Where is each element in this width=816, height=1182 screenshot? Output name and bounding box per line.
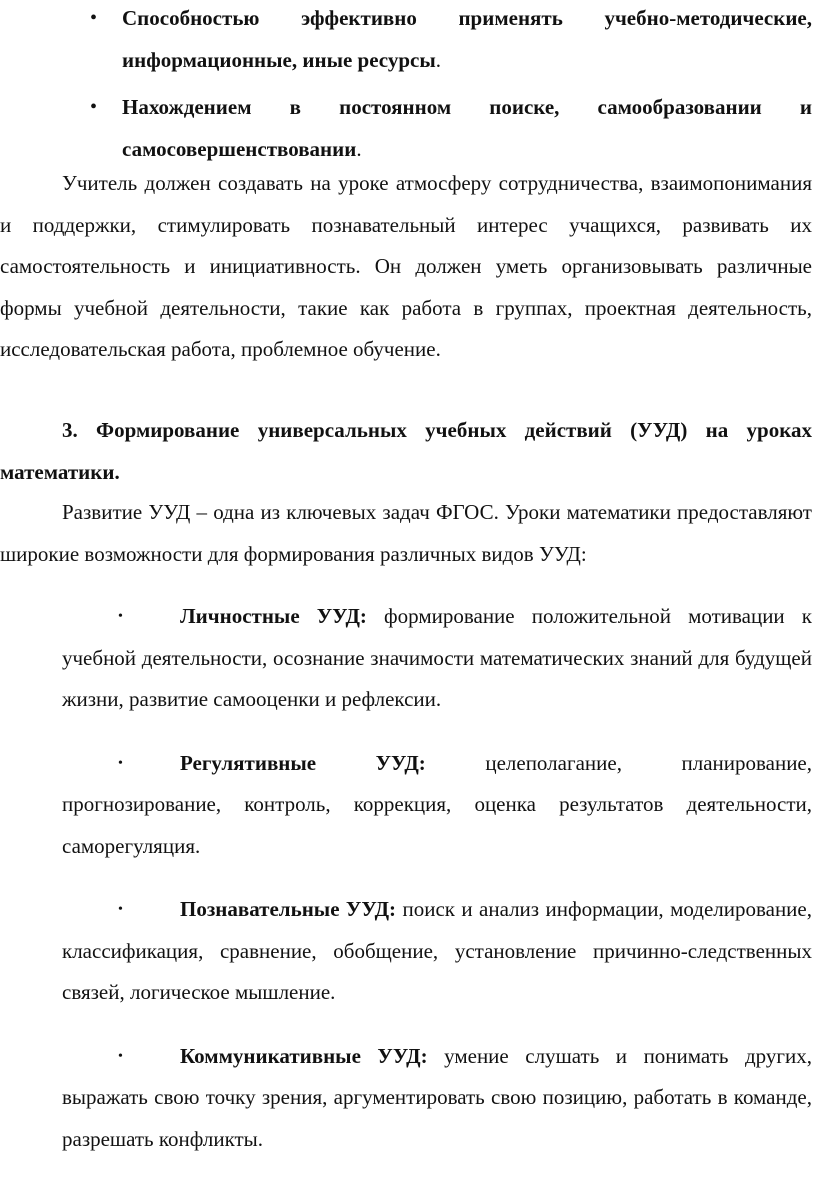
paragraph-teacher-role: Учитель должен создавать на уроке атмосферу сотрудничества, взаимопонимания и поддержки, стимулировать познавательный интерес учащихся, развивать их самостоятельность и инициативность. Он должен уметь организовывать различные формы учебной деятельности, такие как работа в группах, проектная деятельность, исследовательская работа, проблемное обучение. [0,171,812,361]
uud-term: Личностные УУД: [180,604,367,628]
bullet-item-self-education [90,87,812,170]
uud-term: Регулятивные УУД: [180,750,426,775]
uud-list [0,596,816,1182]
uud-description: целеполагание, планирование, прогнозирование, контроль, коррекция, оценка результатов деятельности, саморегуляция. [62,750,813,858]
bullet-dot-icon: • [118,1048,123,1064]
uud-description: умение слушать и понимать других, выражать свою точку зрения, аргументировать свою позицию, работать в команде, разрешать конфликты. [62,1043,812,1151]
bullet-text: Способностью эффективно применять учебно-методические, информационные, иные ресурсы [122,6,812,72]
bullet-dot-icon: • [118,902,123,917]
section-heading: 3. Формирование универсальных учебных действий (УУД) на уроках математики. [0,418,812,484]
bullet-dot-icon: • [118,609,123,624]
uud-item-regulatory [0,743,816,868]
uud-term: Коммуникативные УУД: [180,1043,428,1068]
uud-description: формирование положительной мотивации к учебной деятельности, осознание значимости математических знаний для будущей жизни, развитие самооценки и рефлексии. [62,604,812,711]
bullet-dot-icon: • [118,755,123,771]
bullet-text: Нахождением в постоянном поиске, самообразовании и самосовершенствовании [122,95,812,161]
paragraph-uud-intro: Развитие УУД – одна из ключевых задач ФГОС. Уроки математики предоставляют широкие возможности для формирования различных видов УУД: [0,500,812,566]
uud-item-personal [0,596,816,721]
top-bullet-list [0,0,816,176]
bullet-dot-icon: • [90,96,98,118]
uud-item-communicative [0,1036,816,1161]
bullet-tail: . [435,47,441,72]
uud-term: Познавательные УУД: [180,897,397,921]
bullet-tail: . [356,136,362,161]
bullet-dot-icon: • [90,7,98,29]
uud-description: поиск и анализ информации, моделирование, классификация, сравнение, обобщение, установление причинно-следственных связей, логическое мышление. [62,897,812,1004]
bullet-item-resources [90,0,812,81]
uud-item-cognitive [0,889,816,1014]
